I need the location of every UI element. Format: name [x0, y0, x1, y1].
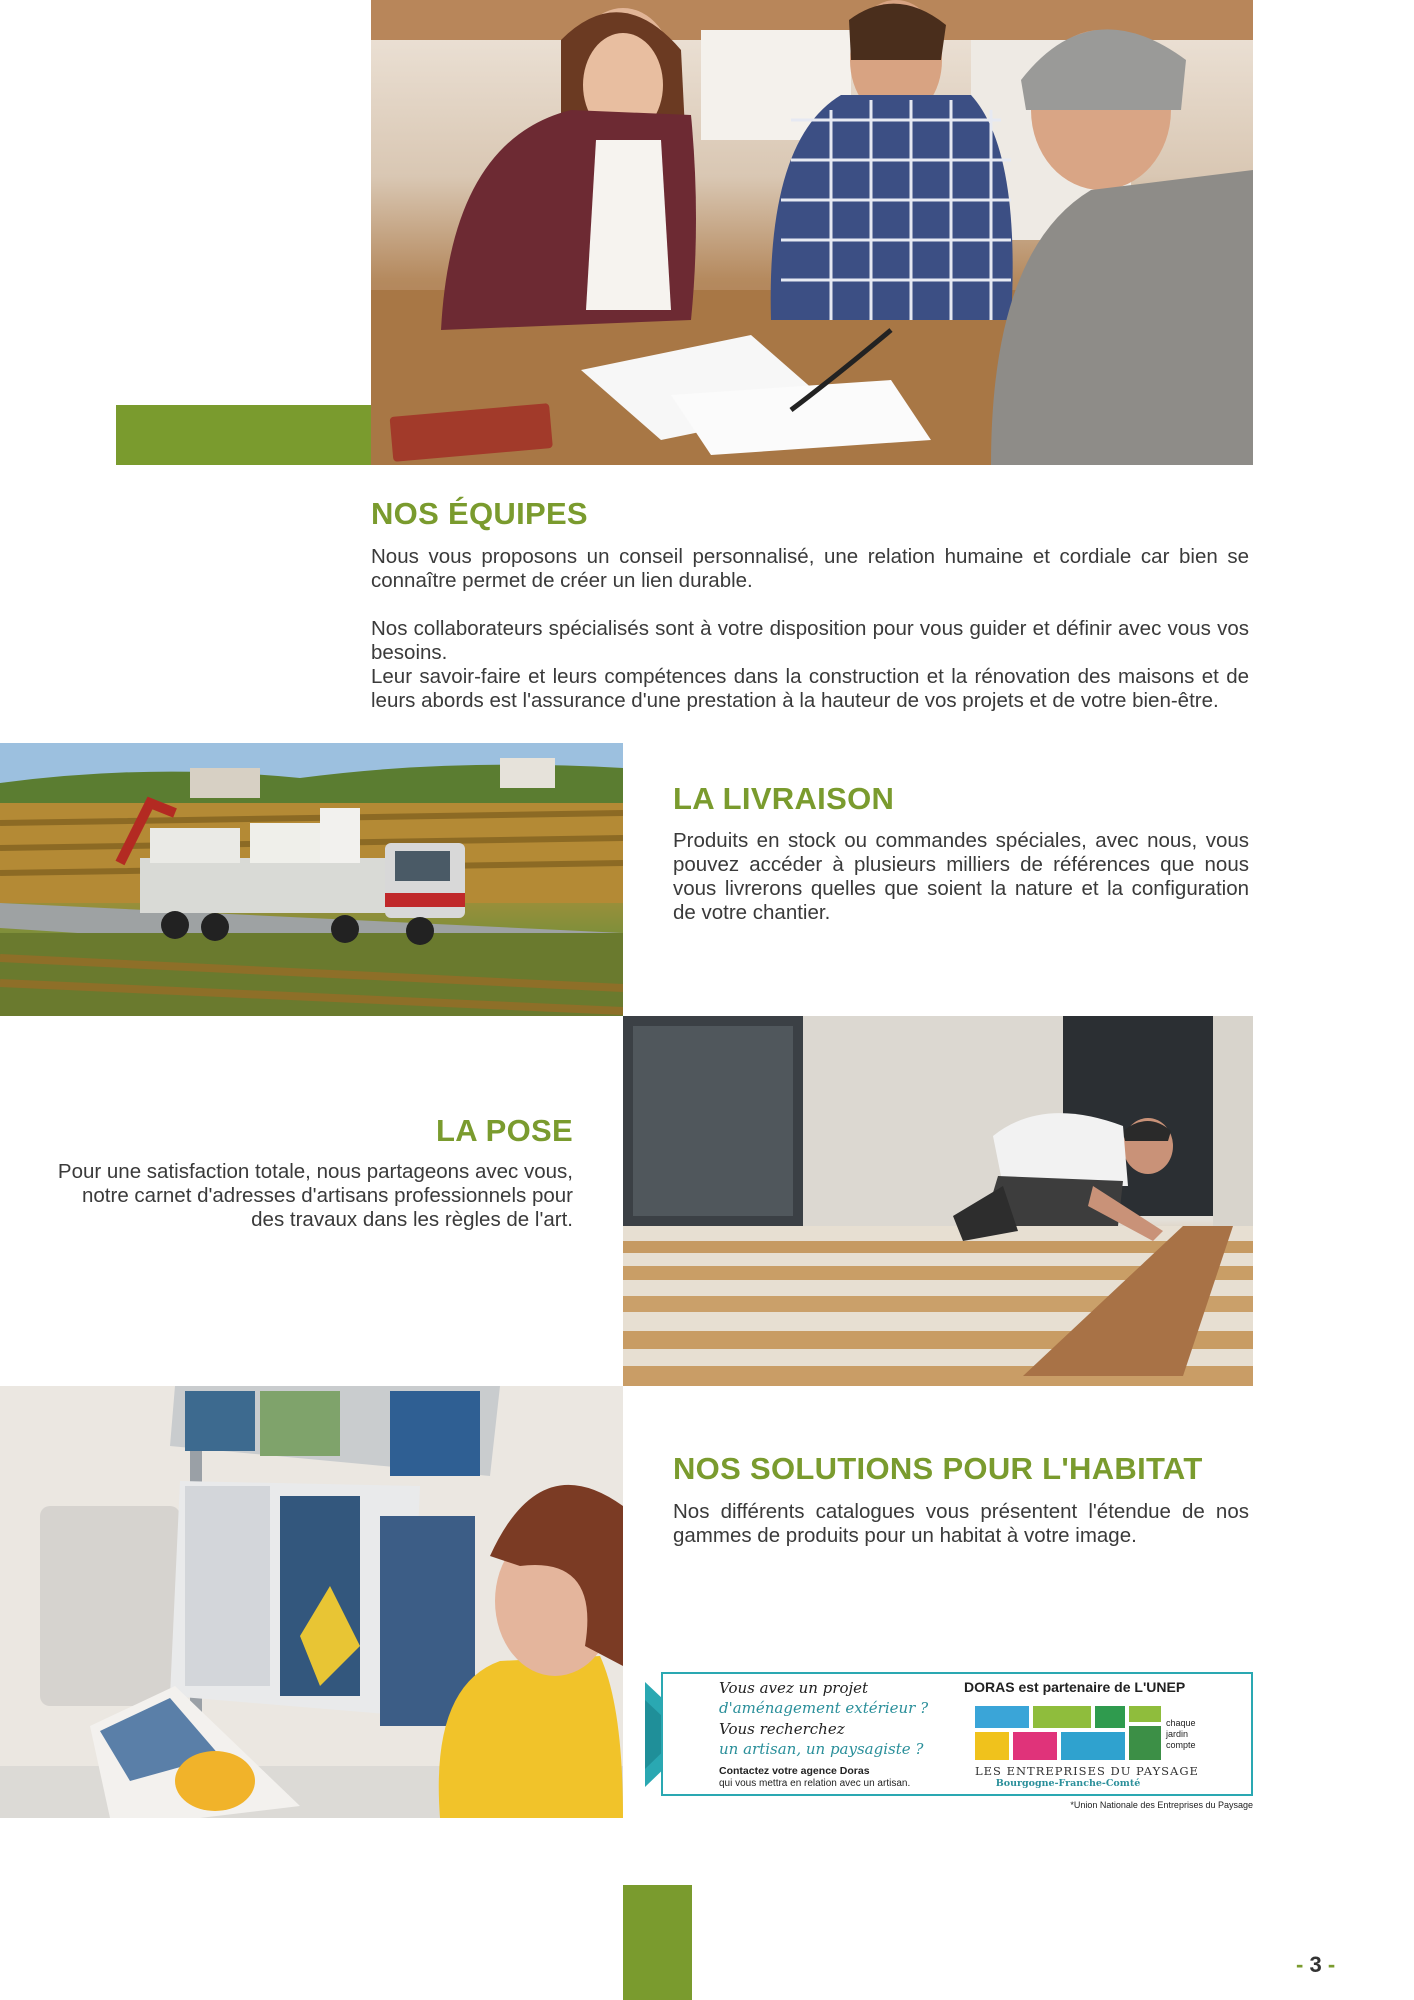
photo-delivery-truck — [0, 743, 623, 1016]
section-title-solutions: NOS SOLUTIONS POUR L'HABITAT — [673, 1451, 1203, 1486]
partner-line-2: d'aménagement extérieur ? — [719, 1699, 929, 1717]
accent-bar-bottom — [623, 1885, 692, 2000]
unep-logo-blocks — [975, 1706, 1161, 1760]
unep-partner-box — [661, 1672, 1253, 1796]
accent-bar-top — [116, 405, 371, 465]
unep-org-name: LES ENTREPRISES DU PAYSAGE — [975, 1764, 1199, 1778]
page-number-value: 3 — [1309, 1952, 1322, 1977]
unep-tagline-3: compte — [1166, 1740, 1196, 1750]
section-title-equipes: NOS ÉQUIPES — [371, 496, 588, 531]
section-text-equipes — [371, 545, 1249, 713]
equipes-paragraph-2: Nos collaborateurs spécialisés sont à votre disposition pour vous guider et définir avec vous vos besoins. — [371, 617, 1249, 664]
unep-heading: DORAS est partenaire de L'UNEP — [964, 1679, 1186, 1695]
livraison-paragraph-1: Produits en stock ou commandes spéciales, avec nous, vous pouvez accéder à plusieurs milliers de références que nous vous livrerons quelles que soient la nature et la configuration de votre chantier. — [673, 829, 1249, 924]
unep-tagline-1: chaque — [1166, 1718, 1196, 1728]
partner-line-3: Vous recherchez — [719, 1720, 845, 1738]
equipes-paragraph-1: Nous vous proposons un conseil personnalisé, une relation humaine et cordiale car bien se connaître permet de créer un lien durable. — [371, 545, 1249, 592]
section-text-solutions — [673, 1500, 1249, 1548]
partner-contact: Contactez votre agence Doras — [719, 1765, 870, 1777]
unep-footnote: *Union Nationale des Entreprises du Paysage — [1070, 1800, 1253, 1810]
equipes-paragraph-3: Leur savoir-faire et leurs compétences dans la construction et la rénovation des maisons et de leurs abords est l'assurance d'une prestation à la hauteur de vos projets et de votre bien-être. — [371, 665, 1249, 712]
page-number — [1296, 1952, 1335, 1978]
pose-paragraph-1: Pour une satisfaction totale, nous partageons avec vous, notre carnet d'adresses d'artisans professionnels pour des travaux dans les règles de l'art. — [57, 1160, 573, 1231]
unep-tagline-2: jardin — [1166, 1729, 1189, 1739]
unep-region: Bourgogne-Franche-Comté — [995, 1778, 1141, 1789]
section-text-livraison — [673, 829, 1249, 925]
partner-contact-detail: qui vous mettra en relation avec un artisan. — [719, 1778, 911, 1789]
photo-consultation-meeting — [371, 0, 1253, 465]
section-title-livraison: LA LIVRAISON — [673, 781, 895, 816]
page-number-dash-right: - — [1327, 1952, 1336, 1977]
solutions-paragraph-1: Nos différents catalogues vous présentent l'étendue de nos gammes de produits pour un habitat à votre image. — [673, 1500, 1249, 1547]
photo-catalogues-reader — [0, 1386, 623, 1818]
section-title-pose: LA POSE — [435, 1113, 573, 1148]
page-number-dash-left: - — [1296, 1952, 1304, 1977]
photo-deck-installer — [623, 1016, 1253, 1386]
partner-line-1: Vous avez un projet — [719, 1679, 869, 1697]
section-text-pose — [56, 1160, 573, 1232]
partner-line-4: un artisan, un paysagiste ? — [719, 1740, 924, 1758]
